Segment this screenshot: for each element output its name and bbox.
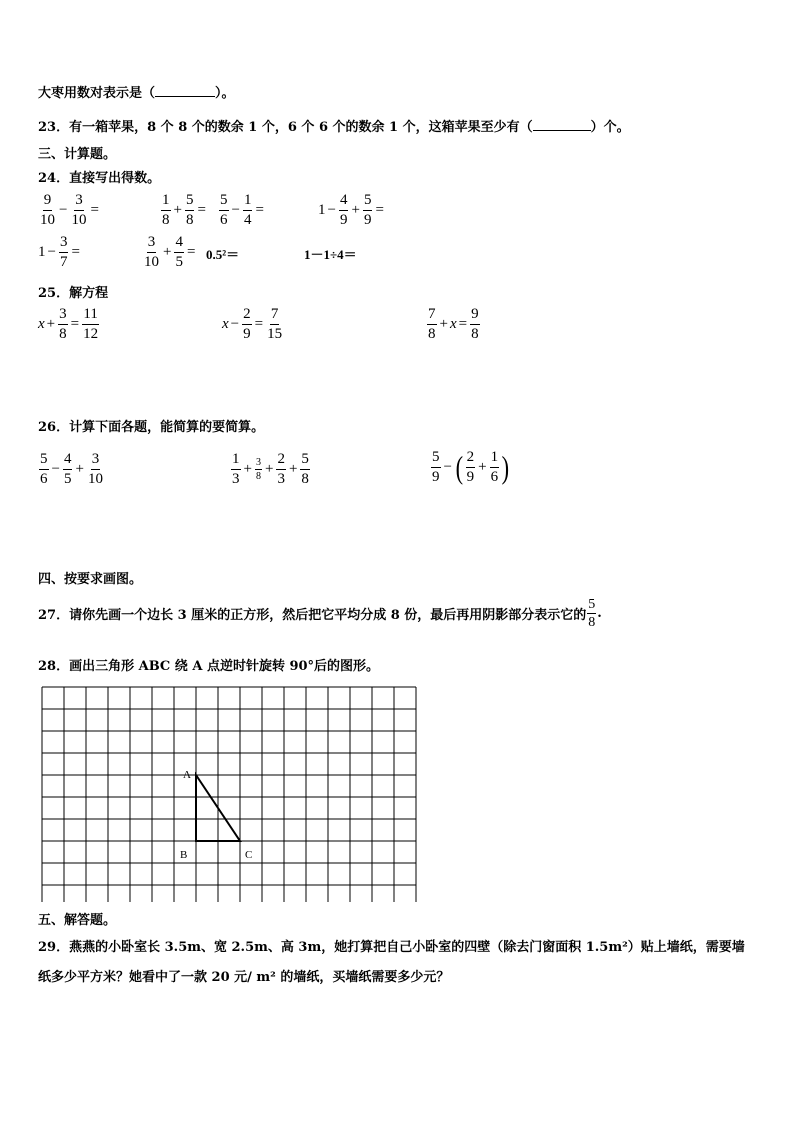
fraction: $\frac{4}{9}$ bbox=[339, 192, 348, 228]
question-26: 26．计算下面各题，能简算的要简算。 bbox=[38, 420, 265, 435]
fraction: $\frac{4}{5}$ bbox=[63, 451, 72, 487]
q26-expr-3: $\frac{5}{9}$ − ( $\frac{2}{9}$ + $\frac{1}{6}$ ) bbox=[432, 449, 510, 485]
q23-text: 23．有一箱苹果，8 个 8 个的数余 1 个，6 个 6 个的数余 1 个，这箱苹果至少有（ bbox=[38, 120, 533, 135]
label-b: B bbox=[180, 849, 188, 861]
q24-expr-7: 0.5²＝ bbox=[206, 247, 240, 262]
q23-answer-blank[interactable] bbox=[533, 130, 591, 131]
q26-expr-2: $\frac{1}{3}$ + $\frac{3}{8}$ + $\frac{2}{3}$ + $\frac{5}{8}$ bbox=[232, 451, 309, 487]
q24-expr-3: $\frac{5}{6}$ − $\frac{1}{4}$ = bbox=[220, 192, 264, 228]
q27-fraction: $\frac{5}{8}$ bbox=[588, 597, 596, 631]
question-29-line-1: 29．燕燕的小卧室长 3.5m、宽 2.5m、高 3m，她打算把自己小卧室的四壁（除去门窗面积 1.5m²）贴上墙纸，需要墙 bbox=[38, 940, 745, 955]
fraction: $\frac{4}{5}$ bbox=[175, 234, 183, 270]
question-24: 24．直接写出得数。 bbox=[38, 171, 161, 186]
fraction: $\frac{5}{8}$ bbox=[185, 192, 194, 228]
fraction: $\frac{3}{7}$ bbox=[59, 234, 68, 270]
question-28: 28．画出三角形 ABC 绕 A 点逆时针旋转 90°后的图形。 bbox=[38, 659, 380, 674]
fraction: $\frac{2}{9}$ bbox=[466, 449, 475, 485]
label-a: A bbox=[183, 769, 191, 781]
q23-text-end: ）个。 bbox=[590, 120, 630, 135]
q25-equation-3: $\frac{7}{8}$ + x = $\frac{9}{8}$ bbox=[428, 306, 479, 342]
fraction: $\frac{2}{3}$ bbox=[277, 451, 285, 487]
q27-text: 27．请你先画一个边长 3 厘米的正方形，然后把它平均分成 8 份，最后再用阴影部分表示它的 bbox=[38, 608, 587, 624]
fraction: $\frac{9}{8}$ bbox=[471, 306, 479, 342]
section-4-heading: 四、按要求画图。 bbox=[38, 572, 143, 587]
fraction: $\frac{7}{8}$ bbox=[428, 306, 436, 342]
fraction: $\frac{3}{8}$ bbox=[59, 306, 67, 342]
fraction: $\frac{1}{4}$ bbox=[243, 192, 252, 228]
fraction: $\frac{5}{9}$ bbox=[363, 192, 372, 228]
fraction: $\frac{5}{9}$ bbox=[432, 449, 440, 485]
fraction: $\frac{5}{8}$ bbox=[301, 451, 309, 487]
fraction: $\frac{5}{6}$ bbox=[40, 451, 48, 487]
fraction: $\frac{2}{9}$ bbox=[243, 306, 251, 342]
intro-line bbox=[38, 82, 235, 101]
intro-text-end: ）。 bbox=[215, 86, 235, 101]
answer-blank[interactable] bbox=[155, 96, 215, 97]
fraction: $\frac{11}{12}$ bbox=[83, 306, 99, 342]
section-5-heading: 五、解答题。 bbox=[38, 913, 117, 928]
q24-expr-5: 1 − $\frac{3}{7}$ = bbox=[38, 234, 80, 270]
fraction: $\frac{3}{10}$ bbox=[87, 451, 103, 487]
q25-equation-1: x + $\frac{3}{8}$ = $\frac{11}{12}$ bbox=[38, 306, 99, 342]
fraction: $\frac{7}{15}$ bbox=[267, 306, 283, 342]
label-c: C bbox=[245, 849, 253, 861]
fraction: $\frac{1}{6}$ bbox=[490, 449, 499, 485]
fraction: $\frac{3}{10}$ bbox=[71, 192, 87, 228]
question-29-line-2: 纸多少平方米？她看中了一款 20 元/ m² 的墙纸，买墙纸需要多少元？ bbox=[38, 970, 450, 985]
fraction: $\frac{3}{8}$ bbox=[255, 456, 261, 482]
section-3-heading: 三、计算题。 bbox=[38, 147, 117, 162]
question-27: 27．请你先画一个边长 3 厘米的正方形，然后把它平均分成 8 份，最后再用阴影部分表示它的 $\frac{5}{8}$ . bbox=[38, 597, 602, 631]
fraction: $\frac{1}{8}$ bbox=[162, 192, 170, 228]
q24-expr-6: $\frac{3}{10}$ + $\frac{4}{5}$ = bbox=[144, 234, 196, 270]
q24-expr-2: $\frac{1}{8}$ + $\frac{5}{8}$ = bbox=[162, 192, 206, 228]
left-paren: ( bbox=[455, 449, 464, 485]
q24-expr-1: $\frac{9}{10}$ − $\frac{3}{10}$ = bbox=[40, 192, 99, 228]
fraction: $\frac{3}{10}$ bbox=[144, 234, 159, 270]
question-25: 25．解方程 bbox=[38, 286, 109, 301]
intro-text: 大枣用数对表示是（ bbox=[38, 86, 156, 101]
q26-expr-1: $\frac{5}{6}$ − $\frac{4}{5}$ + $\frac{3}{10}$ bbox=[40, 451, 103, 487]
fraction: $\frac{5}{6}$ bbox=[220, 192, 228, 228]
q24-expr-8: 1－1÷4＝ bbox=[304, 247, 357, 262]
q25-equation-2: x − $\frac{2}{9}$ = $\frac{7}{15}$ bbox=[222, 306, 283, 342]
q24-expr-4: 1 − $\frac{4}{9}$ + $\frac{5}{9}$ = bbox=[318, 192, 384, 228]
question-23 bbox=[38, 116, 630, 135]
right-paren: ) bbox=[501, 449, 510, 485]
fraction: $\frac{1}{3}$ bbox=[232, 451, 240, 487]
fraction: $\frac{9}{10}$ bbox=[40, 192, 55, 228]
drawing-grid[interactable] bbox=[41, 686, 419, 902]
